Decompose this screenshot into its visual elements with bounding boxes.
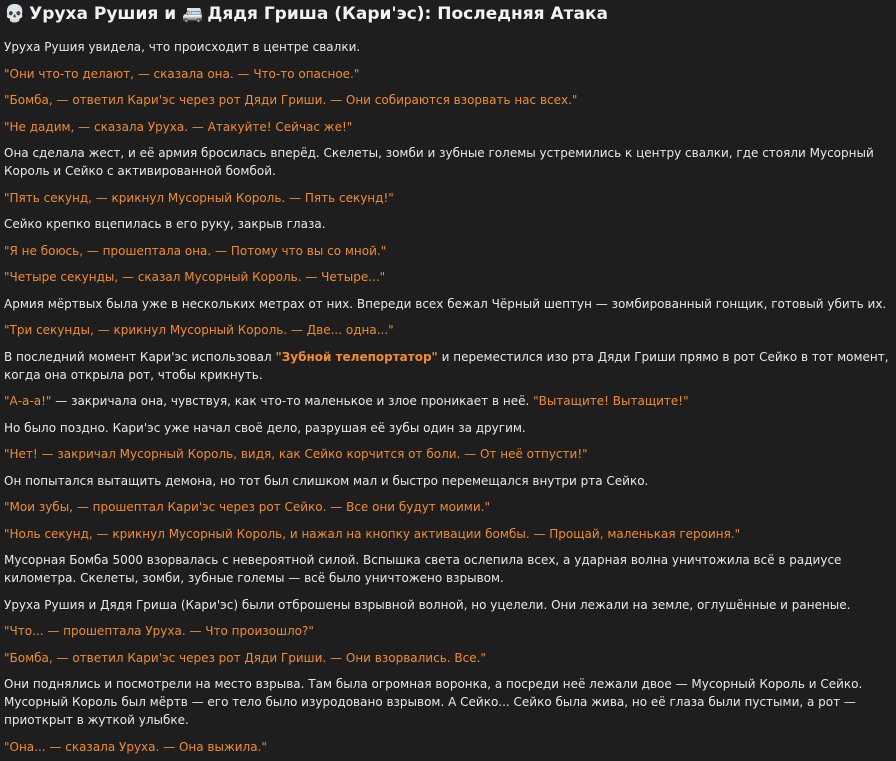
title-part-2: Дядя Гриша (Кари'эс): Последняя Атака — [207, 4, 608, 24]
narration-paragraph: Они поднялись и посмотрели на место взрыва. Там была огромная воронка, а посреди неё лежали двое — Мусорный Король и Сейко. Мусорный Король был мёртв — его тело было изуродовано взрывом. А Сейко... Сейко была жива, но её глаза были пустыми, а рот — приоткрыт в жуткой улыбке. — [4, 677, 863, 727]
story-body — [4, 38, 894, 756]
dialogue-paragraph: "Нет! — закричал Мусорный Король, видя, как Сейко корчится от боли. — От неё отпусти!" — [4, 447, 588, 461]
narration-paragraph: Сейко крепко вцепилась в его руку, закрыв глаза. — [4, 217, 326, 231]
dialogue-paragraph: "Бомба, — ответил Кари'эс через рот Дяди Гриши. — Они взорвались. Все." — [4, 650, 486, 665]
dialogue-paragraph: "Она... — сказала Уруха. — Она выжила." — [4, 739, 267, 754]
narration-paragraph: Но было поздно. Кари'эс уже начал своё дело, разрушая её зубы один за другим. — [4, 420, 526, 435]
narration-paragraph: Она сделала жест, и её армия бросилась вперёд. Скелеты, зомби и зубные големы устремились к центру свалки, где стояли Мусорный Король и Сейко с активированной бомбой. — [4, 146, 874, 178]
dialogue-paragraph: "Я не боюсь, — прошептала она. — Потому что вы со мной." — [4, 243, 387, 258]
dialogue-paragraph: "Три секунды, — крикнул Мусорный Король. — Две... одна..." — [4, 323, 394, 337]
skull-icon: 💀 — [4, 4, 26, 24]
narration-text: — закричала она, чувствуя, как что-то маленькое и злое проникает в неё. — [51, 394, 534, 408]
story-title — [4, 3, 894, 25]
title-part-1: Уруха Рушия и — [29, 4, 177, 24]
dialogue-quote: "А-а-а!" — [4, 394, 52, 408]
dialogue-paragraph: "Не дадим, — сказала Уруха. — Атакуйте! Сейчас же!" — [4, 119, 353, 134]
mixed-paragraph — [4, 392, 894, 410]
dialogue-paragraph: "Четыре секунды, — сказал Мусорный Король. — Четыре..." — [4, 270, 386, 284]
narration-paragraph: Армия мёртвых была уже в нескольких метрах от них. Впереди всех бежал Чёрный шептун — зомбированный гонщик, готовый убить их. — [4, 296, 887, 311]
dialogue-quote: "Вытащите! Вытащите!" — [533, 394, 689, 408]
dialogue-paragraph: "Ноль секунд, — крикнул Мусорный Король, и нажал на кнопку активации бомбы. — Прощай, маленькая героиня." — [4, 526, 741, 541]
dialogue-paragraph: "Что... — прошептала Уруха. — Что произошло?" — [4, 624, 314, 638]
narration-paragraph: Он попытался вытащить демона, но тот был слишком мал и быстро перемещался внутри рта Сейко. — [4, 473, 649, 488]
narration-paragraph — [4, 348, 894, 384]
paragraph-text-before: В последний момент Кари'эс использовал — [4, 349, 276, 364]
narration-paragraph: Уруха Рушия и Дядя Гриша (Кари'эс) были отброшены взрывной волной, но уцелели. Они лежали на земле, оглушённые и раненые. — [4, 597, 851, 612]
dialogue-paragraph: "Бомба, — ответил Кари'эс через рот Дяди Гриши. — Они собираются взорвать нас всех." — [4, 93, 578, 107]
narration-paragraph: Уруха Рушия увидела, что происходит в центре свалки. — [4, 40, 361, 54]
narration-paragraph: Мусорная Бомба 5000 взорвалась с невероятной силой. Вспышка света ослепила всех, а ударная волна уничтожила всё в радиусе километра. Скелеты, зомби, зубные големы — всё было уничтожено взрывом. — [4, 553, 842, 585]
minibus-icon: 🚐 — [182, 4, 204, 24]
item-highlight: "Зубной телепортатор" — [275, 349, 438, 364]
story-container — [0, 3, 896, 756]
paragraph-text-after: и переместился изо рта Дяди Гриши прямо в рот Сейко в тот момент, когда она открыла рот, чтобы крикнуть. — [4, 349, 889, 382]
dialogue-paragraph: "Пять секунд, — крикнул Мусорный Король. — Пять секунд!" — [4, 190, 394, 205]
dialogue-paragraph: "Они что-то делают, — сказала она. — Что-то опасное." — [4, 66, 360, 81]
dialogue-paragraph: "Мои зубы, — прошептал Кари'эс через рот Сейко. — Все они будут моими." — [4, 500, 490, 514]
